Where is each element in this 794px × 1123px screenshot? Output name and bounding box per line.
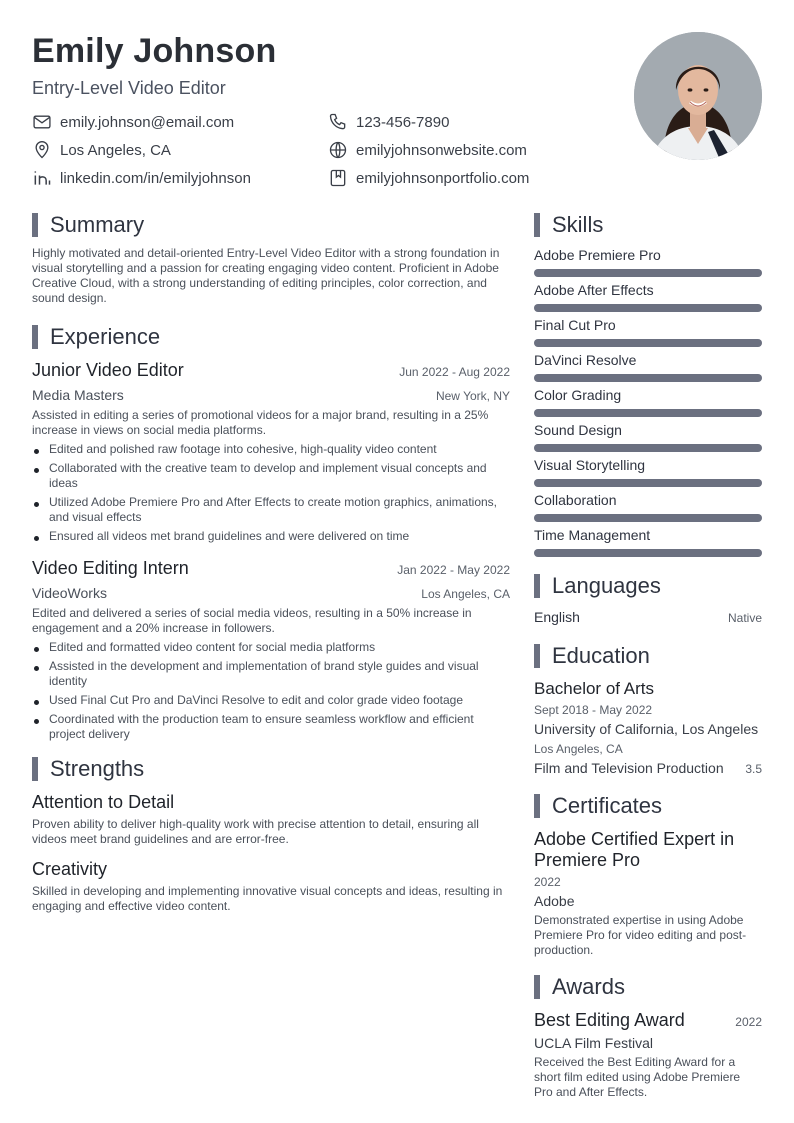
education-dates: Sept 2018 - May 2022: [534, 703, 653, 717]
job-entry: [32, 558, 510, 742]
skill-label: Final Cut Pro: [534, 317, 616, 333]
award-title: Best Editing Award: [534, 1010, 685, 1030]
bullet-item: Utilized Adobe Premiere Pro and After Effects to create motion graphics, animations, and visual effects: [32, 495, 510, 525]
summary-section: [32, 212, 510, 306]
skill-bar-track: [534, 514, 762, 522]
bullet-item: Used Final Cut Pro and DaVinci Resolve to edit and color grade video footage: [32, 693, 510, 708]
job-bullets: [32, 442, 510, 544]
skill-label: Adobe After Effects: [534, 282, 654, 298]
certificate-issuer: Adobe: [534, 893, 575, 909]
job-bullets: [32, 640, 510, 742]
skill-item: [534, 526, 762, 557]
job-description: Assisted in editing a series of promotional videos for a major brand, resulting in a 25% increase in views on social media platforms.: [32, 408, 489, 437]
contact-website[interactable]: [328, 138, 527, 162]
award-issuer: UCLA Film Festival: [534, 1035, 654, 1051]
skill-bar-track: [534, 269, 762, 277]
skill-bar-fill: [534, 269, 762, 277]
main-column: [32, 212, 510, 932]
education-section: [534, 643, 762, 777]
bullet-item: Assisted in the development and implementation of brand style guides and visual identity: [32, 659, 510, 689]
education-school: University of California, Los Angeles: [534, 721, 759, 737]
skill-bar-fill: [534, 339, 762, 347]
skill-bar-fill: [534, 304, 762, 312]
skill-bar-track: [534, 479, 762, 487]
strength-text: Proven ability to deliver high-quality work with precise attention to detail, ensuring all videos meet brand guidelines and are error-free.: [32, 817, 479, 846]
job-title: Video Editing Intern: [32, 558, 189, 578]
skill-item: [534, 456, 762, 487]
skill-item: [534, 281, 762, 312]
experience-heading: Experience: [32, 324, 510, 350]
skill-label: Color Grading: [534, 387, 622, 403]
bullet-item: Ensured all videos met brand guidelines and were delivered on time: [32, 529, 510, 544]
skill-bar-track: [534, 549, 762, 557]
language-level: Native: [727, 611, 762, 625]
awards-section: [534, 974, 762, 1100]
contact-phone[interactable]: [328, 110, 449, 134]
email-text: emily.johnson@email.com: [60, 113, 235, 131]
skill-bar-fill: [534, 514, 762, 522]
skills-list: [534, 246, 762, 557]
languages-section: [534, 573, 762, 625]
contact-location: [32, 138, 171, 162]
skill-bar-track: [534, 444, 762, 452]
job-location: Los Angeles, CA: [421, 587, 510, 601]
skill-item: [534, 421, 762, 452]
globe-icon: [328, 140, 348, 160]
skill-bar-fill: [534, 444, 762, 452]
summary-text: Highly motivated and detail-oriented Entry-Level Video Editor with a strong foundation in visual storytelling and a passion for creating engaging video content. Proficient in Adobe Creative Cloud, with a strong understanding of editing principles, color correction, and sound design.: [32, 246, 500, 305]
strength-item: [32, 859, 510, 914]
skill-item: [534, 316, 762, 347]
candidate-name: Emily Johnson: [32, 32, 277, 70]
strength-title: Creativity: [32, 859, 108, 879]
education-location: Los Angeles, CA: [534, 742, 623, 756]
skill-bar-track: [534, 409, 762, 417]
side-column: [534, 212, 762, 1118]
skill-item: [534, 491, 762, 522]
location-text: Los Angeles, CA: [60, 141, 171, 159]
languages-heading: Languages: [534, 573, 762, 599]
skill-label: Sound Design: [534, 422, 622, 438]
certificates-section: [534, 793, 762, 958]
strengths-heading: Strengths: [32, 756, 510, 782]
skill-bar-fill: [534, 409, 762, 417]
summary-heading: Summary: [32, 212, 510, 238]
skill-label: Time Management: [534, 527, 651, 543]
bullet-item: Collaborated with the creative team to develop and implement visual concepts and ideas: [32, 461, 510, 491]
skill-label: Visual Storytelling: [534, 457, 646, 473]
skill-bar-fill: [534, 479, 762, 487]
strengths-section: [32, 756, 510, 914]
strength-text: Skilled in developing and implementing innovative visual concepts and ideas, resulting in engaging and effective video content.: [32, 884, 503, 913]
skills-section: [534, 212, 762, 557]
skill-label: Adobe Premiere Pro: [534, 247, 661, 263]
contact-linkedin[interactable]: [32, 166, 251, 190]
profile-photo: [634, 32, 762, 160]
job-title: Junior Video Editor: [32, 360, 184, 380]
skill-label: DaVinci Resolve: [534, 352, 637, 368]
skill-bar-track: [534, 304, 762, 312]
job-dates: Jun 2022 - Aug 2022: [399, 365, 510, 379]
language-name: English: [534, 609, 580, 625]
awards-heading: Awards: [534, 974, 762, 1000]
candidate-title: Entry-Level Video Editor: [32, 78, 226, 98]
website-text: emilyjohnsonwebsite.com: [356, 141, 527, 159]
certificate-year: 2022: [534, 875, 561, 889]
skill-bar-track: [534, 339, 762, 347]
education-degree: Bachelor of Arts: [534, 679, 655, 698]
award-text: Received the Best Editing Award for a short film edited using Adobe Premiere Pro and After Effects.: [534, 1055, 741, 1099]
strength-title: Attention to Detail: [32, 792, 175, 812]
bullet-item: Edited and formatted video content for social media platforms: [32, 640, 510, 655]
certificate-title: Adobe Certified Expert in Premiere Pro: [534, 829, 735, 870]
language-item: [534, 609, 762, 625]
job-company: VideoWorks: [32, 585, 107, 601]
education-heading: Education: [534, 643, 762, 669]
job-description: Edited and delivered a series of social media videos, resulting in a 50% increase in engagement and a 20% increase in followers.: [32, 606, 472, 635]
linkedin-icon: [32, 168, 52, 188]
education-field: Film and Television Production: [534, 760, 724, 776]
linkedin-text: linkedin.com/in/emilyjohnson: [60, 169, 251, 187]
bullet-item: Coordinated with the production team to ensure seamless workflow and efficient project delivery: [32, 712, 510, 742]
skill-label: Collaboration: [534, 492, 617, 508]
mail-icon: [32, 112, 52, 132]
skills-heading: Skills: [534, 212, 762, 238]
bookmark-icon: [328, 168, 348, 188]
portfolio-text: emilyjohnsonportfolio.com: [356, 169, 530, 187]
job-company: Media Masters: [32, 387, 124, 403]
skill-item: [534, 351, 762, 382]
skill-bar-fill: [534, 374, 762, 382]
certificates-heading: Certificates: [534, 793, 762, 819]
bullet-item: Edited and polished raw footage into cohesive, high-quality video content: [32, 442, 510, 457]
contact-portfolio[interactable]: [328, 166, 529, 190]
skill-bar-fill: [534, 549, 762, 557]
job-location: New York, NY: [435, 389, 510, 403]
location-pin-icon: [32, 140, 52, 160]
contact-email[interactable]: [32, 110, 234, 134]
skill-bar-track: [534, 374, 762, 382]
phone-icon: [328, 112, 348, 132]
job-dates: Jan 2022 - May 2022: [397, 563, 510, 577]
skill-item: [534, 386, 762, 417]
award-year: 2022: [735, 1015, 762, 1029]
skill-item: [534, 246, 762, 277]
education-gpa: 3.5: [745, 762, 762, 776]
certificate-text: Demonstrated expertise in using Adobe Premiere Pro for video editing and post-production.: [534, 913, 747, 957]
job-entry: [32, 360, 510, 544]
resume-header: [32, 30, 592, 99]
strength-item: [32, 792, 510, 847]
experience-section: [32, 324, 510, 742]
contact-list: [32, 110, 592, 194]
phone-text: 123-456-7890: [356, 113, 450, 131]
